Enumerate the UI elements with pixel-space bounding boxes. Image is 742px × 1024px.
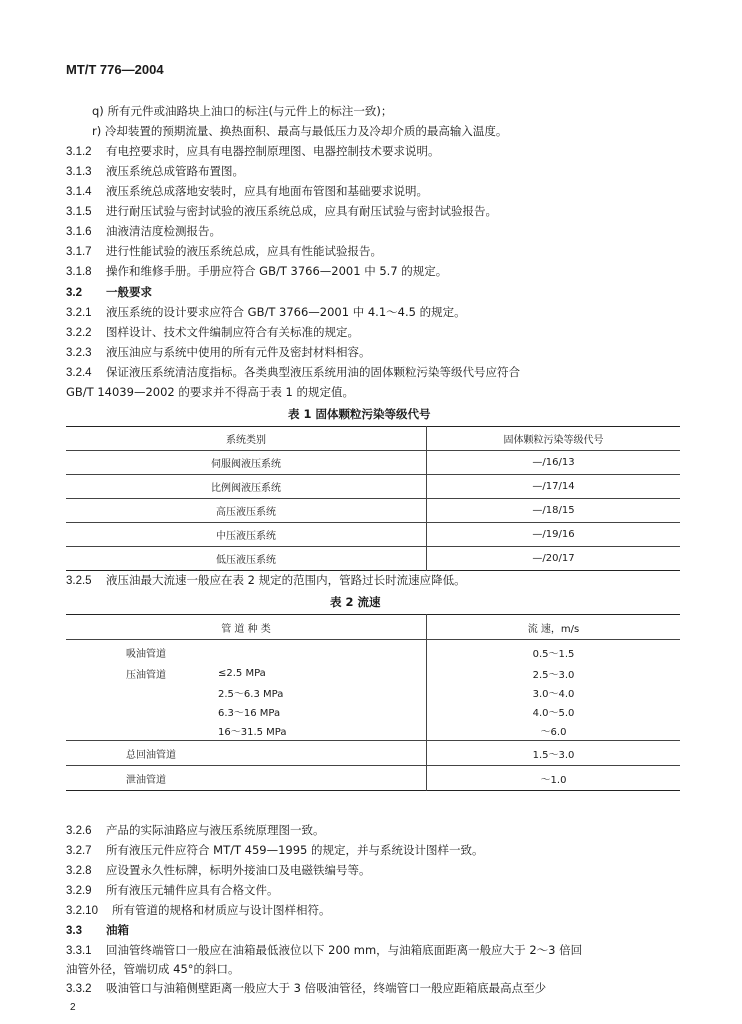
rate-cell: 0.5～1.5	[427, 640, 681, 665]
clause-line	[66, 243, 382, 260]
clause-text: 进行耐压试验与密封试验的液压系统总成，应具有耐压试验与密封试验报告。	[106, 204, 497, 218]
clause-line	[66, 143, 440, 160]
table-cell: —/19/16	[427, 523, 681, 547]
clause-number: 3.1.8	[66, 266, 92, 278]
clause-line	[66, 980, 546, 997]
clause-number: 3.1.4	[66, 186, 92, 198]
page-number: 2	[70, 1002, 76, 1013]
table2-caption: 表 2 流速	[330, 595, 381, 609]
table1	[66, 426, 680, 571]
pressure-range-cell: 16～31.5 MPa	[218, 727, 287, 738]
clause-line	[66, 902, 331, 919]
clause-text: 液压系统总成落地安装时，应具有地面布管图和基础要求说明。	[106, 184, 428, 198]
table-cell: 高压液压系统	[66, 499, 427, 523]
clause-line	[66, 882, 279, 899]
clause-line	[66, 223, 221, 240]
clause-line	[66, 842, 484, 859]
clause-number: 3.2	[66, 287, 82, 299]
table-cell: 伺服阀液压系统	[66, 451, 427, 475]
table-row	[66, 683, 680, 702]
clause-text: 所有液压元辅件应具有合格文件。	[106, 883, 279, 897]
table-cell: 比例阀液压系统	[66, 475, 427, 499]
clause-text: 所有液压元件应符合 MT/T 459—1995 的规定，并与系统设计图样一致。	[106, 843, 484, 857]
table-row	[66, 547, 680, 571]
table-cell: 低压液压系统	[66, 547, 427, 571]
clause-text: 一般要求	[106, 285, 152, 299]
pipe-type-cell: 泄油管道	[66, 766, 214, 791]
clause-text: 保证液压系统清洁度指标。各类典型液压系统用油的固体颗粒污染等级代号应符合	[106, 365, 520, 379]
table-header-cell: 固体颗粒污染等级代号	[503, 435, 604, 446]
clause-number: 3.2.9	[66, 885, 92, 897]
clause-line	[66, 263, 447, 280]
table-header-cell: 流 速，m/s	[427, 615, 681, 640]
clause-number: 3.3	[66, 925, 82, 937]
clause-line: r) 冷却装置的预期流量、换热面积、最高与最低压力及冷却介质的最高输入温度。	[92, 124, 508, 138]
clause-line	[66, 324, 359, 341]
table-header-row	[66, 427, 680, 451]
rate-cell: ～6.0	[427, 721, 681, 741]
section-heading	[66, 922, 129, 939]
pipe-type-cell: 吸油管道	[126, 648, 166, 660]
table1-caption: 表 1 固体颗粒污染等级代号	[288, 407, 431, 421]
clause-text: 进行性能试验的液压系统总成，应具有性能试验报告。	[106, 244, 382, 258]
section-heading	[66, 284, 152, 301]
rate-cell: 2.5～3.0	[427, 664, 681, 683]
table-cell: —/20/17	[427, 547, 681, 571]
clause-line: q) 所有元件或油路块上油口的标注(与元件上的标注一致)；	[92, 104, 393, 118]
clause-line	[66, 304, 466, 321]
clause-number: 3.2.2	[66, 327, 92, 339]
clause-line	[66, 183, 428, 200]
clause-line: 油管外径，管端切成 45°的斜口。	[66, 962, 240, 976]
table-row	[66, 741, 680, 766]
table-row	[66, 475, 680, 499]
clause-number: 3.1.5	[66, 206, 92, 218]
pressure-range-cell: 6.3～16 MPa	[218, 708, 281, 719]
clause-text: 应设置永久性标牌，标明外接油口及电磁铁编号等。	[106, 863, 371, 877]
clause-number: 3.2.7	[66, 845, 92, 857]
clause-text: 液压油最大流速一般应在表 2 规定的范围内，管路过长时流速应降低。	[106, 573, 466, 587]
clause-text: 油箱	[106, 923, 129, 937]
standard-code: MT/T 776—2004	[66, 62, 164, 77]
clause-number: 3.2.6	[66, 825, 92, 837]
clause-text: 液压系统总成管路布置图。	[106, 164, 244, 178]
table-row	[66, 451, 680, 475]
table-row	[66, 702, 680, 721]
clause-text: 油液清洁度检测报告。	[106, 224, 221, 238]
table-row	[66, 721, 680, 741]
clause-line	[66, 822, 325, 839]
clause-number: 3.1.3	[66, 166, 92, 178]
table-cell: —/18/15	[427, 499, 681, 523]
table-row	[66, 640, 680, 665]
clause-number: 3.1.6	[66, 226, 92, 238]
rate-cell: 4.0～5.0	[427, 702, 681, 721]
rate-cell: 1.5～3.0	[427, 741, 681, 766]
table-cell: —/16/13	[427, 451, 681, 475]
pipe-type-cell: 总回油管道	[66, 741, 214, 766]
clause-line	[66, 163, 244, 180]
clause-line	[66, 364, 520, 381]
table-row	[66, 523, 680, 547]
clause-number: 3.2.1	[66, 307, 92, 319]
table-row	[66, 766, 680, 791]
rate-cell: ～1.0	[427, 766, 681, 791]
clause-line: GB/T 14039—2002 的要求并不得高于表 1 的规定值。	[66, 385, 354, 399]
clause-number: 3.2.5	[66, 575, 92, 587]
clause-line	[66, 203, 497, 220]
table-cell: 中压液压系统	[66, 523, 427, 547]
clause-number: 3.3.1	[66, 945, 92, 957]
clause-number: 3.2.10	[66, 905, 98, 917]
table-row	[66, 664, 680, 683]
pressure-range-cell: ≤2.5 MPa	[218, 668, 266, 679]
clause-number: 3.1.7	[66, 246, 92, 258]
rate-cell: 3.0～4.0	[427, 683, 681, 702]
clause-number: 3.2.4	[66, 367, 92, 379]
clause-text: 液压系统的设计要求应符合 GB/T 3766—2001 中 4.1～4.5 的规定。	[106, 305, 466, 319]
clause-text: 产品的实际油路应与液压系统原理图一致。	[106, 823, 325, 837]
clause-number: 3.2.8	[66, 865, 92, 877]
clause-number: 3.2.3	[66, 347, 92, 359]
table-header-cell: 系统类别	[66, 427, 427, 451]
table-header-cell: 管 道 种 类	[66, 615, 427, 640]
clause-number: 3.1.2	[66, 146, 92, 158]
clause-text: 图样设计、技术文件编制应符合有关标准的规定。	[106, 325, 359, 339]
clause-number: 3.3.2	[66, 983, 92, 995]
pressure-range-cell: 2.5～6.3 MPa	[218, 689, 284, 700]
pipe-type-cell: 压油管道	[126, 670, 166, 681]
clause-line	[66, 862, 371, 879]
clause-text: 操作和维修手册。手册应符合 GB/T 3766—2001 中 5.7 的规定。	[106, 264, 448, 278]
table-header-row	[66, 615, 680, 640]
clause-line	[66, 572, 466, 589]
clause-text: 液压油应与系统中使用的所有元件及密封材料相容。	[106, 345, 371, 359]
clause-text: 吸油管口与油箱侧壁距离一般应大于 3 倍吸油管径，终端管口一般应距箱底最高点至少	[106, 981, 547, 995]
clause-text: 所有管道的规格和材质应与设计图样相符。	[112, 903, 331, 917]
table-cell: —/17/14	[427, 475, 681, 499]
clause-text: 有电控要求时，应具有电器控制原理图、电器控制技术要求说明。	[106, 144, 440, 158]
clause-line	[66, 344, 371, 361]
clause-text: 回油管终端管口一般应在油箱最低液位以下 200 mm，与油箱底面距离一般应大于 2～3 倍回	[106, 943, 583, 957]
clause-line	[66, 942, 582, 959]
table-row	[66, 499, 680, 523]
table2	[66, 614, 680, 791]
